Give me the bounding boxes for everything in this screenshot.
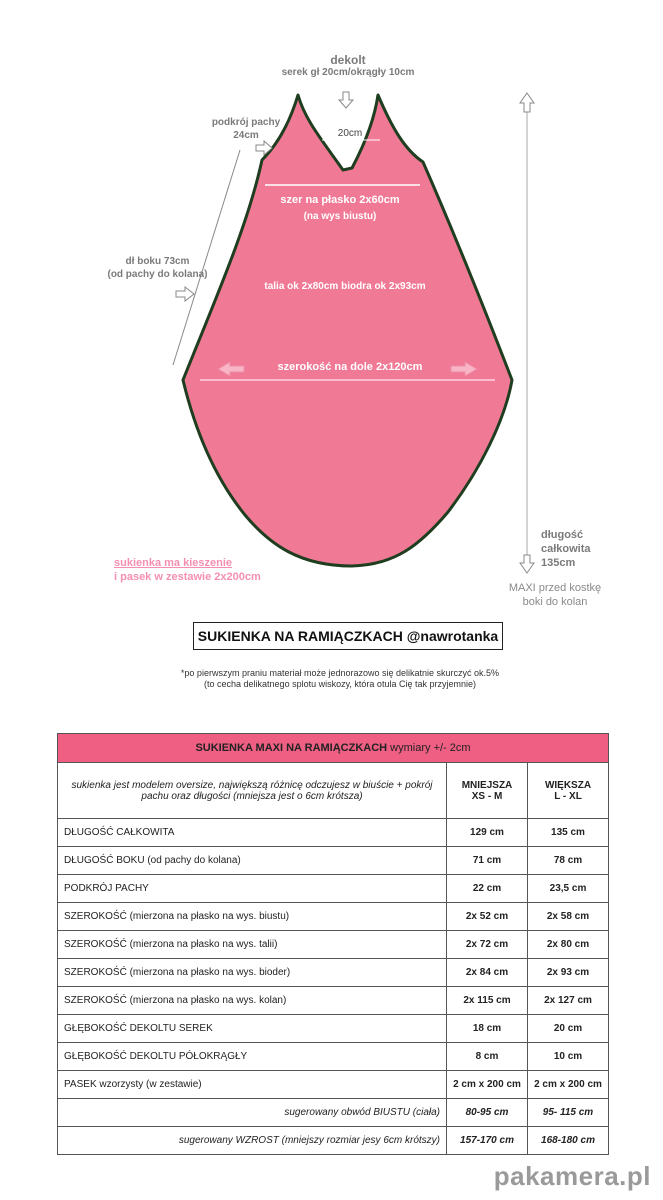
row-label: DŁUGOŚĆ BOKU (od pachy do kolana) <box>58 847 447 875</box>
row-label: SZEROKOŚĆ (mierzona na płasko na wys. biustu) <box>58 903 447 931</box>
width-flat-line2: (na wys biustu) <box>303 211 377 222</box>
note-line2: (to cecha delikatnego splotu wiskozy, która otula Cię tak przyjemnie) <box>204 679 476 689</box>
size-table <box>57 733 609 1155</box>
row-label: PASEK wzorzysty (w zestawie) <box>58 1071 447 1099</box>
row-small: 2 cm x 200 cm <box>447 1071 528 1099</box>
table-title <box>58 734 609 763</box>
col-small-l2: XS - M <box>471 790 503 802</box>
row-label: GŁĘBOKOŚĆ DEKOLTU SEREK <box>58 1015 447 1043</box>
table-row <box>58 1015 609 1043</box>
col-small-l1: MNIEJSZA <box>461 779 513 791</box>
total-line3: 135cm <box>541 557 576 569</box>
side-arrow-icon <box>176 287 194 301</box>
col-large-l2: L - XL <box>554 790 582 802</box>
total-length-label <box>541 528 591 570</box>
row-small: 18 cm <box>447 1015 528 1043</box>
row-large: 2 cm x 200 cm <box>528 1071 609 1099</box>
maxi-line1: MAXI przed kostkę <box>508 582 602 594</box>
product-title: SUKIENKA NA RAMIĄCZKACH @nawrotanka <box>193 622 503 650</box>
table-row <box>58 903 609 931</box>
row-label: GŁĘBOKOŚĆ DEKOLTU PÓŁOKRĄGŁY <box>58 1043 447 1071</box>
row-small: 22 cm <box>447 875 528 903</box>
row-large: 2x 93 cm <box>528 959 609 987</box>
pockets-note <box>114 556 261 584</box>
row-label: DŁUGOŚĆ CAŁKOWITA <box>58 819 447 847</box>
row-large: 20 cm <box>528 1015 609 1043</box>
table-row <box>58 959 609 987</box>
total-line1: długość <box>541 529 584 541</box>
row-large: 2x 58 cm <box>528 903 609 931</box>
side-length-label <box>100 255 215 281</box>
maxi-line2: boki do kolan <box>522 596 588 608</box>
table-row <box>58 931 609 959</box>
podkroj-line1: podkrój pachy <box>211 117 281 128</box>
row-label: SZEROKOŚĆ (mierzona na płasko na wys. talii) <box>58 931 447 959</box>
bottom-width-label: szerokość na dole 2x120cm <box>277 361 423 373</box>
neck-width-label: 20cm <box>337 128 363 139</box>
dress-shape <box>183 95 512 566</box>
table-row <box>58 1071 609 1099</box>
row-large: 95- 115 cm <box>528 1099 609 1127</box>
row-large: 78 cm <box>528 847 609 875</box>
row-large: 135 cm <box>528 819 609 847</box>
table-row <box>58 819 609 847</box>
row-label: SZEROKOŚĆ (mierzona na płasko na wys. kolan) <box>58 987 447 1015</box>
row-label: SZEROKOŚĆ (mierzona na płasko na wys. bioder) <box>58 959 447 987</box>
total-line2: całkowita <box>541 543 591 555</box>
podkroj-label <box>206 116 286 142</box>
row-label: PODKRÓJ PACHY <box>58 875 447 903</box>
podkroj-line2: 24cm <box>233 130 259 141</box>
table-row <box>58 847 609 875</box>
row-small: 129 cm <box>447 819 528 847</box>
table-header-row <box>58 734 609 763</box>
waist-hips-label: talia ok 2x80cm biodra ok 2x93cm <box>264 281 426 292</box>
side-line1: dł boku 73cm <box>125 256 190 267</box>
col-small-head <box>447 763 528 819</box>
dekolt-sub: serek gł 20cm/okrągły 10cm <box>281 67 415 78</box>
width-flat-line1: szer na płasko 2x60cm <box>280 194 400 206</box>
watermark-logo: pakamera.pl <box>493 1161 651 1191</box>
dekolt-title: dekolt <box>330 53 366 67</box>
row-small: 71 cm <box>447 847 528 875</box>
table-row <box>58 987 609 1015</box>
col-large-head <box>528 763 609 819</box>
row-label: sugerowany WZROST (mniejszy rozmiar jesy 6cm krótszy) <box>58 1127 447 1155</box>
length-arrow-icon <box>520 93 534 573</box>
row-large: 2x 127 cm <box>528 987 609 1015</box>
table-description: sukienka jest modelem oversize, największą różnicę odczujesz w biuście + pokrój pachu oraz długości (mniejsza jest o 6cm krótsza) <box>58 763 447 819</box>
table-title-rest: wymiary +/- 2cm <box>387 742 471 754</box>
shrink-note <box>130 668 550 690</box>
row-small: 2x 84 cm <box>447 959 528 987</box>
maxi-note <box>490 581 620 609</box>
pockets-line1: sukienka ma kieszenie <box>114 557 233 569</box>
row-large: 10 cm <box>528 1043 609 1071</box>
row-small: 2x 115 cm <box>447 987 528 1015</box>
row-label: sugerowany obwód BIUSTU (ciała) <box>58 1099 447 1127</box>
pockets-line2: i pasek w zestawie 2x200cm <box>114 571 261 583</box>
table-title-bold: SUKIENKA MAXI NA RAMIĄCZKACH <box>195 742 388 754</box>
note-line1: *po pierwszym praniu materiał może jednorazowo się delikatnie skurczyć ok.5% <box>180 668 500 678</box>
table-desc-row <box>58 763 609 819</box>
row-large: 168-180 cm <box>528 1127 609 1155</box>
table-row-recommended-bust <box>58 1099 609 1127</box>
row-small: 80-95 cm <box>447 1099 528 1127</box>
row-small: 157-170 cm <box>447 1127 528 1155</box>
table-row-recommended-height <box>58 1127 609 1155</box>
row-small: 8 cm <box>447 1043 528 1071</box>
row-small: 2x 72 cm <box>447 931 528 959</box>
col-large-l1: WIĘKSZA <box>544 779 592 791</box>
row-small: 2x 52 cm <box>447 903 528 931</box>
table-row <box>58 1043 609 1071</box>
down-arrow-icon <box>339 92 353 108</box>
row-large: 2x 80 cm <box>528 931 609 959</box>
side-line2: (od pachy do kolana) <box>107 269 208 280</box>
table-row <box>58 875 609 903</box>
row-large: 23,5 cm <box>528 875 609 903</box>
